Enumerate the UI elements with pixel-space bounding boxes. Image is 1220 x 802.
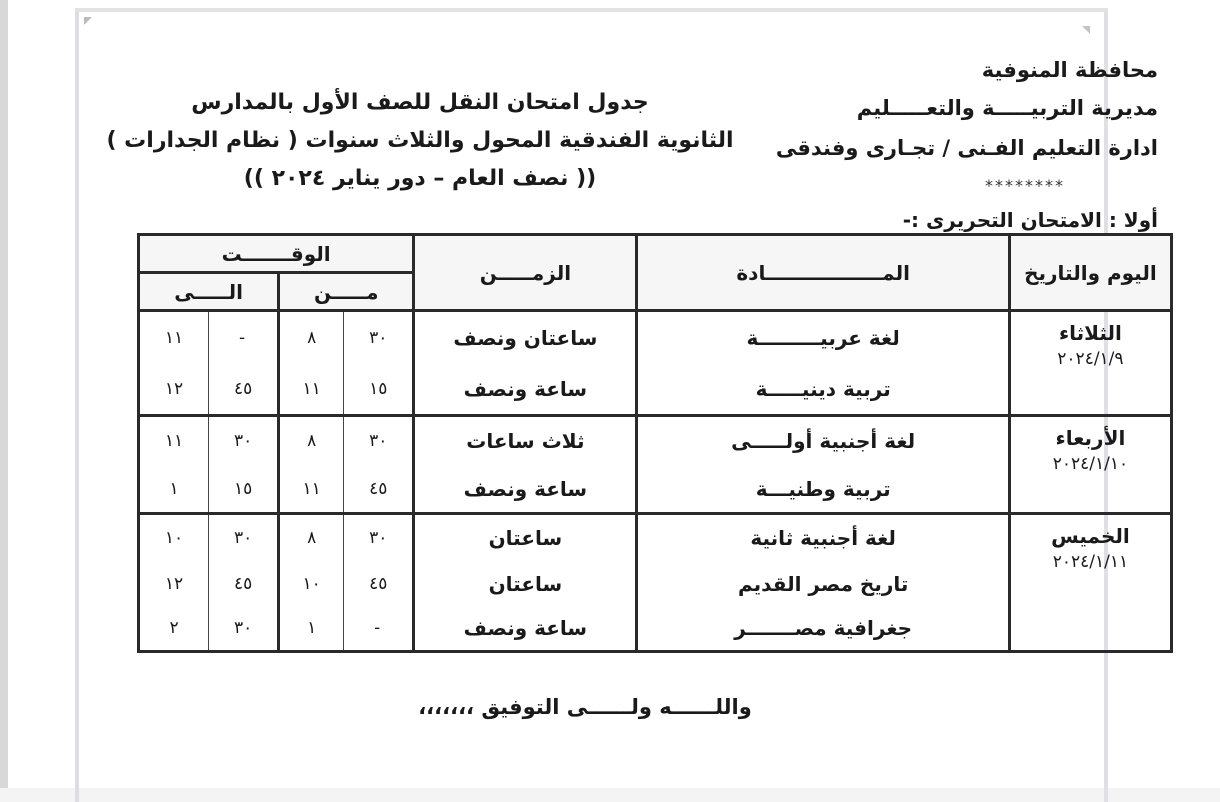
to-minute: ٣٠ [209, 514, 279, 562]
from-hour: ١ [279, 606, 344, 652]
from-hour: ١٠ [279, 562, 344, 606]
from-minute: ٣٠ [344, 311, 414, 364]
to-minute: ٣٠ [209, 606, 279, 652]
subject-cell: لغة أجنبية ثانية [637, 514, 1009, 562]
document-title-line1: جدول امتحان النقل للصف الأول بالمدارس [191, 90, 649, 115]
exam-date: ٢٠٢٤/١/٩ [1057, 349, 1124, 369]
exam-date: ٢٠٢٤/١/١١ [1052, 552, 1129, 572]
scan-edge [0, 0, 8, 788]
from-minute: ١٥ [344, 364, 414, 416]
subject-cell: تربية دينيـــــة [637, 364, 1009, 416]
to-minute: - [209, 311, 279, 364]
to-minute: ٤٥ [209, 364, 279, 416]
header-from: مـــــن [279, 273, 414, 311]
to-minute: ١٥ [209, 466, 279, 514]
duration-cell: ساعتان [414, 562, 637, 606]
from-minute: ٣٠ [344, 514, 414, 562]
header-subject: المـــــــــــــــــادة [637, 235, 1009, 311]
from-hour: ٨ [279, 311, 344, 364]
duration-cell: ساعة ونصف [414, 466, 637, 514]
day-name: الثلاثاء [1058, 321, 1122, 345]
day-name: الخميس [1051, 524, 1130, 548]
header-duration: الزمـــــن [414, 235, 637, 311]
from-hour: ١١ [279, 466, 344, 514]
day-cell [1009, 416, 1171, 514]
subject-cell: تاريخ مصر القديم [637, 562, 1009, 606]
document-title-line2: الثانوية الفندقية المحول والثلاث سنوات ( نظام الجدارات ) [106, 128, 734, 153]
to-hour: ١١ [139, 311, 209, 364]
to-hour: ٢ [139, 606, 209, 652]
exam-schedule-table [137, 233, 1173, 653]
to-hour: ١٢ [139, 562, 209, 606]
exam-date: ٢٠٢٤/١/١٠ [1052, 454, 1129, 474]
to-hour: ١٠ [139, 514, 209, 562]
table-row [139, 311, 1172, 364]
duration-cell: ساعتان [414, 514, 637, 562]
header-day-date: اليوم والتاريخ [1009, 235, 1171, 311]
duration-cell: ثلاث ساعات [414, 416, 637, 466]
corner-mark [84, 17, 92, 25]
to-minute: ٤٥ [209, 562, 279, 606]
duration-cell: ساعة ونصف [414, 364, 637, 416]
table-row [139, 416, 1172, 466]
section-title: أولا : الامتحان التحريرى :- [902, 208, 1158, 232]
day-cell [1009, 514, 1171, 652]
from-hour: ٨ [279, 416, 344, 466]
from-minute: - [344, 606, 414, 652]
duration-cell: ساعتان ونصف [414, 311, 637, 364]
from-hour: ٨ [279, 514, 344, 562]
subject-cell: لغة عربيـــــــــة [637, 311, 1009, 364]
to-hour: ١٢ [139, 364, 209, 416]
closing-line: واللــــــه ولــــــى التوفيق ،،،،،،، [418, 695, 752, 719]
subject-cell: لغة أجنبية أولـــــى [637, 416, 1009, 466]
document-title-line3: (( نصف العام – دور يناير ٢٠٢٤ )) [243, 166, 597, 191]
day-cell [1009, 311, 1171, 416]
day-name: الأربعاء [1055, 426, 1126, 450]
to-hour: ١١ [139, 416, 209, 466]
header-to: الـــــى [139, 273, 279, 311]
table-row [139, 514, 1172, 562]
separator-stars: ******** [985, 176, 1065, 195]
corner-mark [1082, 26, 1090, 34]
from-minute: ٣٠ [344, 416, 414, 466]
from-minute: ٤٥ [344, 466, 414, 514]
administration-name: ادارة التعليم الفـنى / تجـارى وفندقى [775, 136, 1158, 160]
subject-cell: تربية وطنيـــة [637, 466, 1009, 514]
to-hour: ١ [139, 466, 209, 514]
directorate-name: مديرية التربيـــــة والتعـــــليم [856, 96, 1158, 120]
subject-cell: جغرافية مصـــــــر [637, 606, 1009, 652]
governorate-name: محافظة المنوفية [981, 58, 1158, 82]
from-hour: ١١ [279, 364, 344, 416]
from-minute: ٤٥ [344, 562, 414, 606]
to-minute: ٣٠ [209, 416, 279, 466]
header-time: الوقـــــــت [139, 235, 414, 273]
duration-cell: ساعة ونصف [414, 606, 637, 652]
